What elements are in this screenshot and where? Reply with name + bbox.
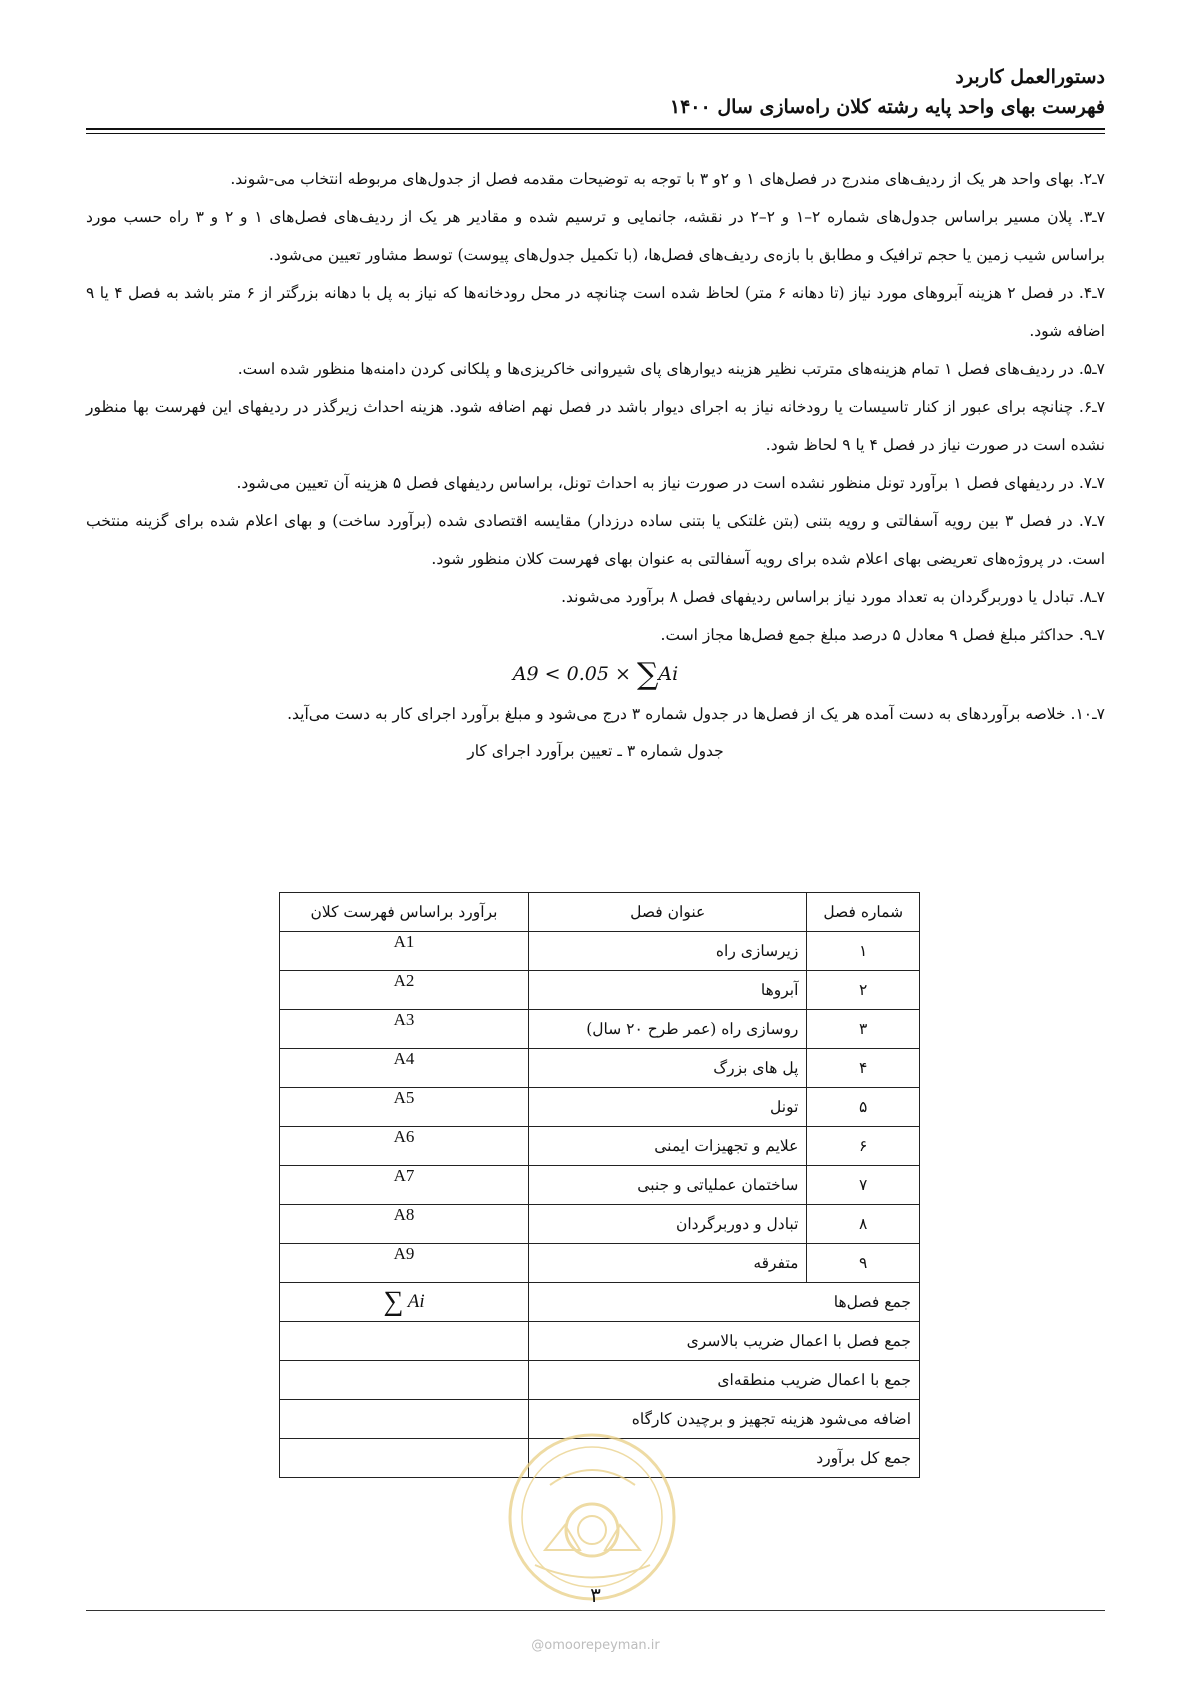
cell-title: پل های بزرگ	[528, 1049, 806, 1088]
summary-row-regional	[280, 1361, 920, 1400]
summary-label: جمع فصل با اعمال ضریب بالاسری	[528, 1322, 919, 1361]
cell-number: ۸	[807, 1205, 920, 1244]
cell-title: روسازی راه (عمر طرح ۲۰ سال)	[528, 1010, 806, 1049]
header-title-col: عنوان فصل	[528, 893, 806, 932]
cell-number: ۱	[807, 932, 920, 971]
body-text	[86, 160, 1105, 767]
cell-estimate: A5	[280, 1088, 529, 1127]
watermark-seal-icon	[505, 1430, 680, 1605]
table-row	[280, 1010, 920, 1049]
page-number: ۳	[590, 1583, 601, 1607]
table-row	[280, 1205, 920, 1244]
cell-number: ۴	[807, 1049, 920, 1088]
paragraph: ۷ـ۶. چنانچه برای عبور از کنار تاسیسات یا رودخانه نیاز به اجرای دیوار باشد در فصل نهم اضافه شود. هزینه احداث زیرگذر در ردیفهای این فهرست بها منظور نشده است در صورت نیاز در فصل ۴ یا ۹ لحاظ شود.	[86, 398, 1106, 454]
summary-estimate	[280, 1439, 529, 1478]
paragraph: ۷ـ۲. بهای واحد هر یک از ردیف‌های مندرج در فصل‌های ۱ و ۲و ۳ با توجه به توضیحات مقدمه فصل از جدول‌های مربوطه انتخاب می-شوند.	[230, 170, 1105, 188]
header-rule-thin	[86, 133, 1105, 134]
table-row	[280, 932, 920, 971]
cell-title: تبادل و دوربرگردان	[528, 1205, 806, 1244]
table-row	[280, 971, 920, 1010]
paragraph: ۷ـ۹. حداکثر مبلغ فصل ۹ معادل ۵ درصد مبلغ جمع فصل‌ها مجاز است.	[660, 626, 1105, 644]
summary-estimate	[280, 1283, 529, 1322]
cell-title: آبروها	[528, 971, 806, 1010]
sum-var: Ai	[407, 1291, 425, 1312]
summary-estimate	[280, 1400, 529, 1439]
cell-number: ۳	[807, 1010, 920, 1049]
paragraph: ۷ـ۳. پلان مسیر براساس جدول‌های شماره ۲–۱ و ۲–۲ در نقشه، جانمایی و ترسیم شده و مقادیر هر یک از ردیف‌های فصل‌های ۱ و ۲ و ۳ راه حسب مورد براساس شیب زمین یا حجم ترافیک و مطابق با بازه‌ی ردیف‌های فصل‌ها، (با تکمیل جدول‌های پیوست) توسط مشاور تعیین می‌شود.	[86, 208, 1106, 264]
cell-title: تونل	[528, 1088, 806, 1127]
summary-row-overhead	[280, 1322, 920, 1361]
summary-estimate	[280, 1361, 529, 1400]
table-row	[280, 1088, 920, 1127]
table-caption: جدول شماره ۳ ـ تعیین برآورد اجرای کار	[467, 742, 724, 760]
header-number: شماره فصل	[807, 893, 920, 932]
header-subtitle: فهرست بهای واحد پایه رشته کلان راه‌سازی سال ۱۴۰۰	[669, 96, 1105, 118]
cell-number: ۶	[807, 1127, 920, 1166]
cell-title: علایم و تجهیزات ایمنی	[528, 1127, 806, 1166]
table-header-row	[280, 893, 920, 932]
header-estimate: برآورد براساس فهرست کلان	[280, 893, 529, 932]
cell-number: ۲	[807, 971, 920, 1010]
cell-estimate: A9	[280, 1244, 529, 1283]
paragraph: ۷ـ۷. در ردیفهای فصل ۱ برآورد تونل منظور نشده است در صورت نیاز به احداث تونل، براساس ردیفهای فصل ۵ هزینه آن تعیین می‌شود.	[236, 474, 1105, 492]
formula-lhs: A9 < 0.05 ×	[512, 663, 631, 685]
formula-sigma: ∑	[636, 657, 659, 692]
cell-estimate: A1	[280, 932, 529, 971]
cell-estimate: A4	[280, 1049, 529, 1088]
formula-rhs: Ai	[658, 663, 679, 685]
page-header	[85, 62, 1105, 122]
cell-title: ساختمان عملیاتی و جنبی	[528, 1166, 806, 1205]
summary-label: جمع کل برآورد	[528, 1439, 919, 1478]
table-row	[280, 1166, 920, 1205]
summary-estimate	[280, 1322, 529, 1361]
cell-number: ۹	[807, 1244, 920, 1283]
summary-label: جمع فصل‌ها	[528, 1283, 919, 1322]
sum-sigma: ∑	[383, 1286, 404, 1317]
summary-label: جمع با اعمال ضریب منطقه‌ای	[528, 1361, 919, 1400]
cell-number: ۵	[807, 1088, 920, 1127]
estimate-table	[279, 892, 920, 1478]
table-row	[280, 1244, 920, 1283]
paragraph: ۷ـ۷. در فصل ۳ بین رویه آسفالتی و رویه بتنی (بتن غلتکی یا بتنی ساده درزدار) مقایسه اقتصادی شده (برآورد ساخت) و بهای اعلام شده برای گزینه منتخب است. در پروژه‌های تعریضی بهای اعلام شده برای رویه آسفالتی به عنوان بهای فهرست کلان منظور شود.	[86, 512, 1106, 568]
summary-row-total-chapters	[280, 1283, 920, 1322]
cell-estimate: A2	[280, 971, 529, 1010]
watermark-text: @omoorepeyman.ir	[531, 1638, 660, 1653]
paragraph: ۷ـ۸. تبادل یا دوربرگردان به تعداد مورد نیاز براساس ردیفهای فصل ۸ برآورد می‌شوند.	[561, 588, 1105, 606]
paragraph: ۷ـ۱۰. خلاصه برآوردهای به دست آمده هر یک از فصل‌ها در جدول شماره ۳ درج می‌شود و مبلغ برآورد اجرای کار به دست می‌آید.	[287, 705, 1105, 723]
summary-label: اضافه می‌شود هزینه تجهیز و برچیدن کارگاه	[528, 1400, 919, 1439]
cell-estimate: A3	[280, 1010, 529, 1049]
header-rule-thick	[86, 128, 1105, 130]
cell-estimate: A7	[280, 1166, 529, 1205]
table-row	[280, 1049, 920, 1088]
header-title: دستورالعمل کاربرد	[955, 66, 1105, 88]
cell-estimate: A6	[280, 1127, 529, 1166]
cell-title: زیرسازی راه	[528, 932, 806, 971]
formula	[86, 654, 1105, 695]
cell-number: ۷	[807, 1166, 920, 1205]
table-row	[280, 1127, 920, 1166]
paragraph: ۷ـ۵. در ردیف‌های فصل ۱ تمام هزینه‌های مترتب نظیر هزینه دیوارهای پای شیروانی خاکریزی‌ها و پلکانی کردن دامنه‌ها منظور شده است.	[237, 360, 1105, 378]
footer-rule	[86, 1610, 1105, 1611]
cell-title: متفرقه	[528, 1244, 806, 1283]
cell-estimate: A8	[280, 1205, 529, 1244]
paragraph: ۷ـ۴. در فصل ۲ هزینه آبروهای مورد نیاز (تا دهانه ۶ متر) لحاظ شده است چنانچه در محل رودخانه‌ها که نیاز به پل با دهانه بزرگتر از ۶ متر باشد به فصل ۴ یا ۹ اضافه شود.	[86, 284, 1106, 340]
